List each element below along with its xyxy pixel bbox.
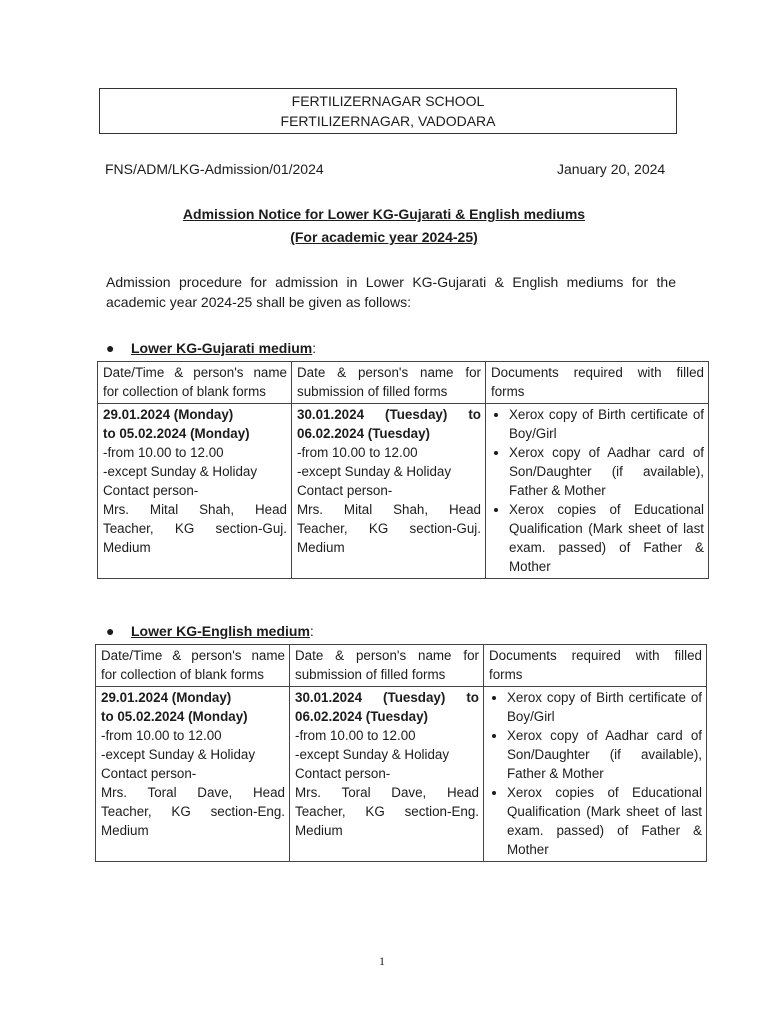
list-item: • Xerox copy of Birth certificate of Boy/Girl bbox=[507, 688, 702, 726]
page-number: 1 bbox=[379, 954, 385, 968]
collection-cell: 29.01.2024 (Monday) to 05.02.2024 (Monday) -from 10.00 to 12.00 -except Sunday & Holiday Contact person- Mrs. Toral Dave, Head Teacher, KG section-Eng. Medium bbox=[96, 687, 290, 862]
list-item: • Xerox copies of Educational Qualification (Mark sheet of last exam. passed) of Father & Mother bbox=[507, 783, 702, 859]
submission-cell: 30.01.2024 (Tuesday) to 06.02.2024 (Tuesday) -from 10.00 to 12.00 -except Sunday & Holiday Contact person- Mrs. Toral Dave, Head Teacher, KG section-Eng. Medium bbox=[290, 687, 484, 862]
list-item: • Xerox copy of Aadhar card of Son/Daughter (if available), Father & Mother bbox=[507, 726, 702, 783]
list-item: • Xerox copy of Aadhar card of Son/Daughter (if available), Father & Mother bbox=[509, 443, 704, 500]
documents-list bbox=[489, 688, 702, 859]
column-header: Documents required with filled forms bbox=[484, 645, 707, 687]
bullet-icon: ● bbox=[106, 623, 115, 639]
school-name: FERTILIZERNAGAR SCHOOL bbox=[291, 93, 485, 109]
gujarati-admission-table bbox=[97, 361, 709, 579]
documents-cell bbox=[484, 687, 707, 862]
column-header: Documents required with filled forms bbox=[486, 362, 709, 404]
school-address: FERTILIZERNAGAR, VADODARA bbox=[280, 113, 496, 129]
school-header-box bbox=[99, 88, 677, 134]
intro-paragraph: Admission procedure for admission in Lower KG-Gujarati & English mediums for the academic year 2024-25 shall be given as follows: bbox=[106, 274, 676, 310]
column-header: Date & person's name for submission of filled forms bbox=[292, 362, 486, 404]
documents-cell bbox=[486, 404, 709, 579]
documents-list bbox=[491, 405, 704, 576]
table-header-row bbox=[98, 362, 709, 404]
collection-cell: 29.01.2024 (Monday) to 05.02.2024 (Monday) -from 10.00 to 12.00 -except Sunday & Holiday Contact person- Mrs. Mital Shah, Head Teacher, KG section-Guj. Medium bbox=[98, 404, 292, 579]
bullet-icon: ● bbox=[106, 340, 115, 356]
list-item: • Xerox copy of Birth certificate of Boy/Girl bbox=[509, 405, 704, 443]
notice-title: Admission Notice for Lower KG-Gujarati & English mediums bbox=[182, 206, 586, 222]
notice-subtitle: (For academic year 2024-25) bbox=[290, 229, 478, 245]
table-header-row bbox=[96, 645, 707, 687]
notice-date: January 20, 2024 bbox=[557, 161, 666, 177]
column-header: Date/Time & person's name for collection of blank forms bbox=[96, 645, 290, 687]
table-row bbox=[98, 404, 709, 579]
section-heading-gujarati: ● Lower KG-Gujarati medium: bbox=[106, 340, 317, 356]
reference-number: FNS/ADM/LKG-Admission/01/2024 bbox=[105, 161, 324, 177]
column-header: Date/Time & person's name for collection of blank forms bbox=[98, 362, 292, 404]
submission-cell: 30.01.2024 (Tuesday) to 06.02.2024 (Tuesday) -from 10.00 to 12.00 -except Sunday & Holiday Contact person- Mrs. Mital Shah, Head Teacher, KG section-Guj. Medium bbox=[292, 404, 486, 579]
section-heading-english: ● Lower KG-English medium: bbox=[106, 623, 314, 639]
english-admission-table bbox=[95, 644, 707, 862]
table-row bbox=[96, 687, 707, 862]
list-item: • Xerox copies of Educational Qualification (Mark sheet of last exam. passed) of Father & Mother bbox=[509, 500, 704, 576]
column-header: Date & person's name for submission of filled forms bbox=[290, 645, 484, 687]
